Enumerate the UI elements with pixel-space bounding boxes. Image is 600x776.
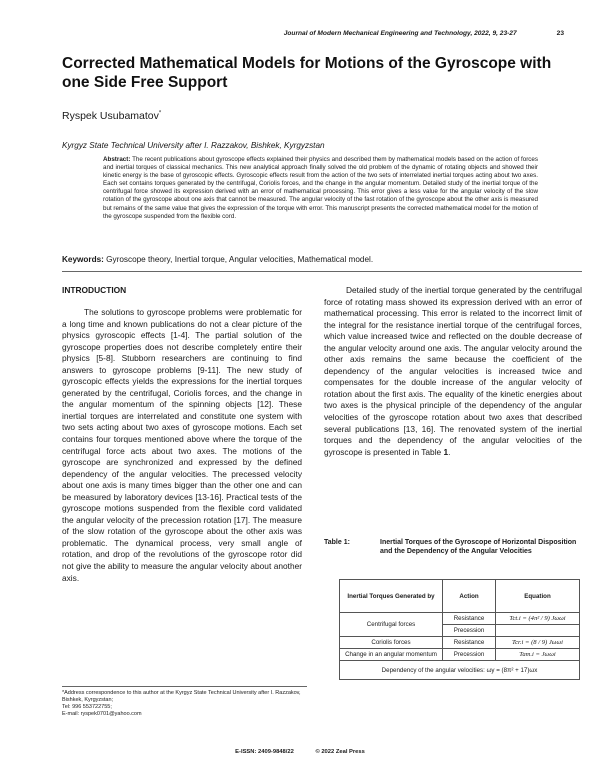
keywords-text: Gyroscope theory, Inertial torque, Angular velocities, Mathematical model.	[106, 255, 374, 264]
footnote-tel: Tel: 996 553722755;	[62, 704, 112, 710]
header-cell-source: Inertial Torques Generated by	[340, 580, 443, 613]
abstract-label: Abstract:	[103, 156, 131, 163]
right-column	[324, 285, 582, 458]
cell-equation: Tam.i = Jωωi	[496, 649, 580, 661]
abstract	[103, 156, 538, 221]
header-cell-action: Action	[443, 580, 496, 613]
page-number: 23	[556, 30, 564, 37]
cell-source: Change in an angular momentum	[340, 649, 443, 661]
header-cell-equation: Equation	[496, 580, 580, 613]
table-reference-link[interactable]: 1	[443, 446, 449, 457]
table-caption-text: Inertial Torques of the Gyroscope of Horizontal Disposition and the Dependency of the Angular Velocities	[380, 539, 577, 555]
footnote-email[interactable]: E-mail: ryspek0701@yahoo.com	[62, 711, 142, 717]
table-label: Table 1:	[324, 539, 350, 546]
inertial-torques-table	[339, 579, 580, 680]
cell-dependency: Dependency of the angular velocities: ωy = (8π² + 17)ωx	[340, 661, 580, 680]
section-heading-introduction: INTRODUCTION	[62, 285, 127, 295]
table-row	[340, 661, 580, 680]
journal-citation: Journal of Modern Mechanical Engineering and Technology, 2022, 9, 23-27	[283, 30, 517, 37]
intro-paragraph-1	[62, 307, 302, 584]
paper-title: Corrected Mathematical Models for Motions of the Gyroscope with one Side Free Support	[62, 55, 552, 91]
intro-paragraph-1-text: The solutions to gyroscope problems were problematic for a long time and known publications do not a clear picture of the physics gyroscopic effects [1-4]. The partial solution of the gyroscope properties does not describe completely entire their physics [5-8]. Stubborn researchers are continuing to find answers to gyroscope problems [9-11]. The new study of gyroscopic effects yields the expressions for the inertial torques generated by the centrifugal, Coriolis forces, and the change in the angular momentum of the spinning objects [12]. These inertial torques are interrelated and constitute one system with two sets acting about two axes of gyroscope motions. Each set contains four torques mentioned above where the torque of the centrifugal force acts about two axes. The motions of the gyroscope are synchronized and expressed by the defined dependency of the angular velocities. The precessed velocity about one axis is many times bigger than the other one and can be measured by laboratory devices [13-16]. Practical tests of the gyroscope motions suspended from the flexible cord validated the angular velocity of the precession rotation [17]. The measure of the slow rotation of the gyroscope about the other axis was problematic. The dynamical process, very small angle of rotation, and drop of the revolutions of the gyroscope rotor did not give the ability to measure the angular velocity about another axis.	[62, 307, 302, 583]
correspondence-footnote	[62, 686, 307, 718]
table-caption	[324, 538, 582, 556]
author-name: Ryspek Usubamatov	[62, 110, 159, 122]
intro-paragraph-2	[324, 285, 582, 458]
page-footer	[0, 749, 600, 755]
intro-paragraph-2-end: .	[448, 446, 451, 457]
author-mark: *	[158, 110, 162, 117]
affiliation: Kyrgyz State Technical University after I. Razzakov, Bishkek, Kyrgyzstan	[62, 141, 325, 150]
cell-action: Precession	[443, 649, 496, 661]
table-row	[340, 613, 580, 625]
intro-paragraph-2-text: Detailed study of the inertial torque generated by the centrifugal force of rotating mass showed its expression derived with an error of mathematical processing. This error is related to the incorrect limit of the integral for the resistance inertial torque of the centrifugal forces, which value increased twice and reflected on the double decrease of the angular velocity around one axis. The angular velocity around the other axis remains the same because the coefficient of the dependency of the angular velocities is increased twice and compensates for the double increase of the angular velocity of rotation about the first axis. The equality of the kinetic energies about two axes is the physical principle of the dependency of the angular velocities of the gyroscope rotation about two axes that described several publications [13, 16]. The renovated system of the inertial torques and the dependency of the angular velocities of the gyroscope is presented in Table	[324, 285, 582, 457]
table-row	[340, 637, 580, 649]
cell-action: Resistance	[443, 613, 496, 625]
cell-equation: Tcr.i = (8 / 9) Jωωi	[496, 637, 580, 649]
running-header	[60, 30, 564, 37]
cell-source: Coriolis forces	[340, 637, 443, 649]
cell-action: Precession	[443, 625, 496, 637]
cell-source: Centrifugal forces	[340, 613, 443, 637]
author	[62, 110, 161, 122]
divider	[62, 271, 582, 272]
table-header-row	[340, 580, 580, 613]
cell-equation	[496, 625, 580, 637]
footer-issn: E-ISSN: 2409-9848/22	[235, 749, 294, 755]
keywords-label: Keywords:	[62, 255, 104, 264]
abstract-text: The recent publications about gyroscope effects explained their physics and described them by mathematical models based on the action of forces and inertial torques of classical mechanics. This new analytical approach finally solved the old problem of the dynamic of rotating objects and showed their kinetic energy is the base of gyroscopic effects. Gyroscopic effects result from the action of the two sets of interrelated inertial torques acting about two axes. Each set contains torques generated by the centrifugal, Coriolis forces, and the change in the angular momentum. Detailed study of the inertial torque of the centrifugal force showed its expression derived with an error of mathematical processing. This error gives a less value for the angular velocity of the slow rotation of the gyroscope about one axis that cannot be measured. The angular velocity of the fast rotation of the gyroscope about the other axis is measured but remains of the same value that gives the expression of the torque with error. This manuscript presents the corrected mathematical model for the motion of the gyroscope suspended from the flexible cord.	[103, 156, 538, 220]
cell-equation: Tct.i = (4π² / 9) Jωωi	[496, 613, 580, 625]
footnote-address: *Address correspondence to this author at the Kyrgyz State Technical University after I. Razzakov, Bishkek, Kyrgyzstan;	[62, 690, 301, 703]
left-column	[62, 285, 302, 584]
footer-copyright: © 2022 Zeal Press	[315, 749, 365, 755]
table-row	[340, 649, 580, 661]
cell-action: Resistance	[443, 637, 496, 649]
keywords	[62, 255, 582, 264]
